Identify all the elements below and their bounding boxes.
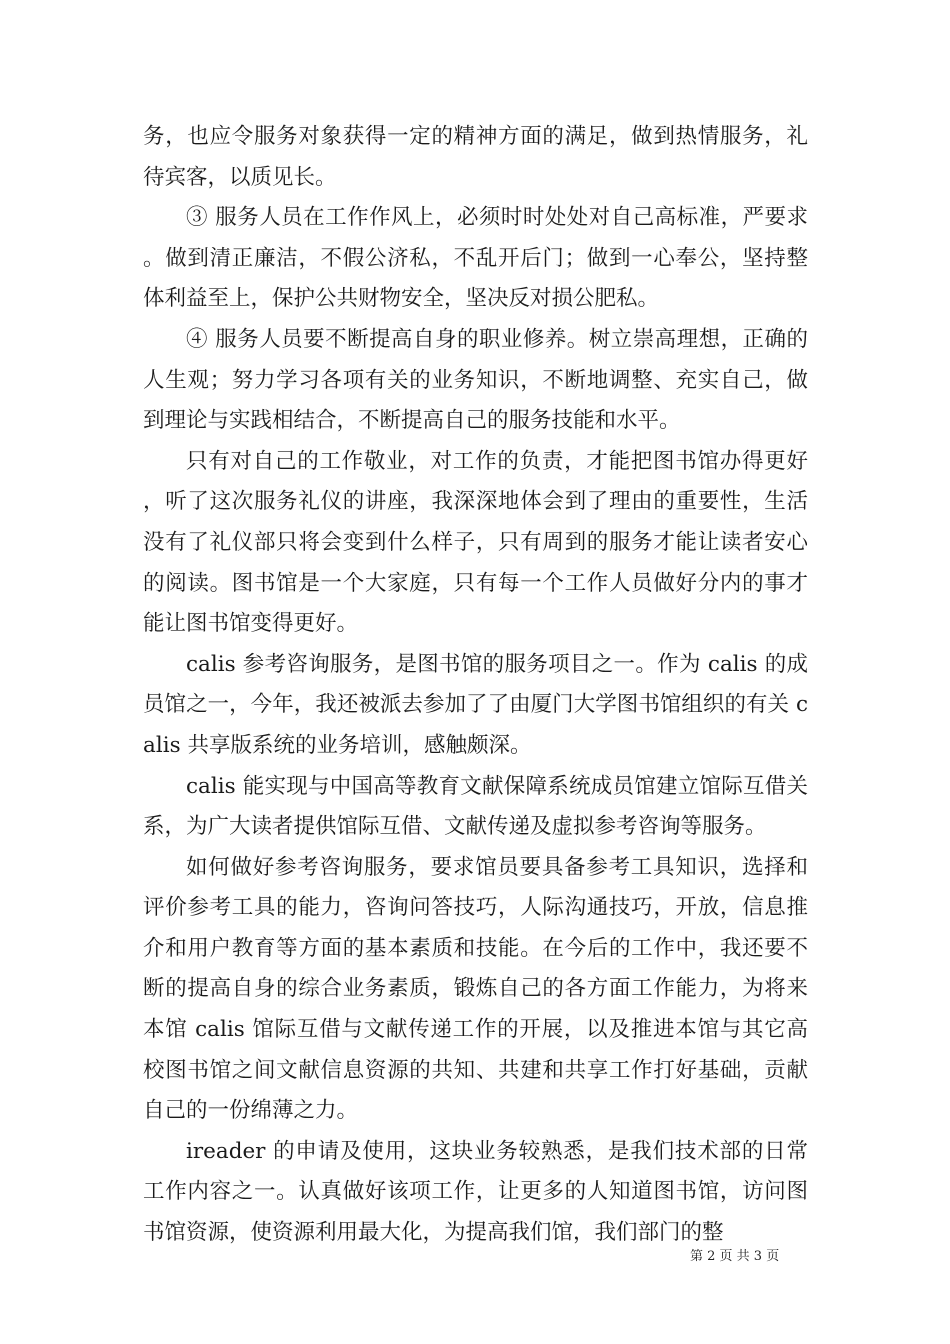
body-text: [143, 117, 808, 1254]
paragraph-calis-intro: calis 参考咨询服务，是图书馆的服务项目之一。作为 calis 的成员馆之一，今年，我还被派去参加了了由厦门大学图书馆组织的有关 calis 共享版系统的业务培训，感触颇深。: [143, 651, 808, 758]
paragraph-reference-service: 如何做好参考咨询服务，要求馆员要具备参考工具知识，选择和评价参考工具的能力，咨询问答技巧，人际沟通技巧，开放，信息推介和用户教育等方面的基本素质和技能。在今后的工作中，我还要不断的提高自身的综合业务素质，锻炼自己的各方面工作能力，为将来本馆 calis 馆际互借与文献传递工作的开展，以及推进本馆与其它高校图书馆之间文献信息资源的共知、共建和共享工作打好基础，贡献自己的一份绵薄之力。: [143, 854, 808, 1124]
page-number: 第 2 页 共 3 页: [690, 1249, 780, 1264]
paragraph-item-3: ③ 服务人员在工作作风上，必须时时处处对自己高标准，严要求。做到清正廉洁，不假公济私，不乱开后门；做到一心奉公，坚持整体利益至上，保护公共财物安全，坚决反对损公肥私。: [143, 205, 808, 312]
paragraph-ireader: ireader 的申请及使用，这块业务较熟悉，是我们技术部的日常工作内容之一。认真做好该项工作，让更多的人知道图书馆，访问图书馆资源，使资源利用最大化，为提高我们馆，我们部门的整: [143, 1138, 808, 1246]
paragraph-item-4: ④ 服务人员要不断提高自身的职业修养。树立崇高理想，正确的人生观；努力学习各项有关的业务知识，不断地调整、充实自己，做到理论与实践相结合，不断提高自己的服务技能和水平。: [143, 326, 808, 434]
paragraph-calis-function: calis 能实现与中国高等教育文献保障系统成员馆建立馆际互借关系，为广大读者提供馆际互借、文献传递及虚拟参考咨询等服务。: [143, 773, 808, 840]
paragraph-continuation: 务，也应令服务对象获得一定的精神方面的满足，做到热情服务，礼待宾客，以质见长。: [143, 124, 808, 190]
paragraph-dedication: 只有对自己的工作敬业，对工作的负责，才能把图书馆办得更好，听了这次服务礼仪的讲座，我深深地体会到了理由的重要性，生活没有了礼仪部只将会变到什么样子，只有周到的服务才能让读者安心的阅读。图书馆是一个大家庭，只有每一个工作人员做好分内的事才能让图书馆变得更好。: [143, 448, 808, 637]
